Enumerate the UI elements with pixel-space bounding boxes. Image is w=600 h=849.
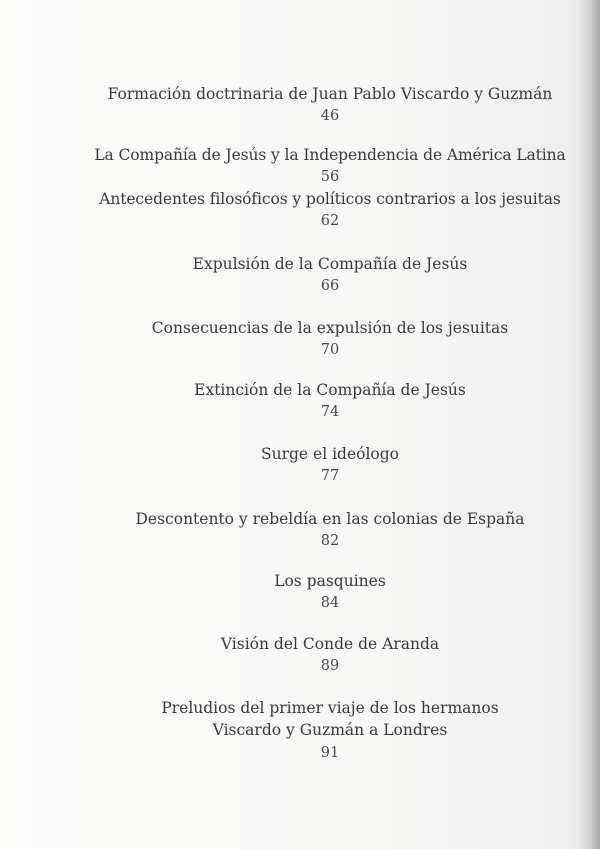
toc-entry	[60, 145, 600, 187]
toc-entry	[60, 571, 600, 613]
toc-entry-title: La Compañía de Jesús y la Independencia de América Latina	[94, 146, 566, 164]
toc-entry	[60, 634, 600, 676]
toc-entry-page: 62	[320, 213, 340, 229]
toc-entry	[60, 509, 600, 551]
toc-entry-title: Expulsión de la Compañía de Jesús	[192, 255, 468, 273]
toc-entry-title: Surge el ideólogo	[260, 445, 400, 463]
toc-entry-title: Visión del Conde de Aranda	[220, 635, 440, 653]
toc-entry-page: 46	[320, 108, 340, 124]
toc-entry-page: 66	[320, 278, 340, 294]
toc-entry	[60, 84, 600, 126]
toc-entry-title: Formación doctrinaria de Juan Pablo Viscardo y Guzmán	[107, 85, 553, 103]
toc-entry-title: Consecuencias de la expulsión de los jesuitas	[151, 319, 509, 337]
toc-entry	[60, 189, 600, 231]
toc-entry-page: 77	[320, 468, 340, 484]
toc-entry-page: 70	[320, 342, 340, 358]
toc-entry-title: Extinción de la Compañía de Jesús	[194, 381, 466, 399]
toc-entry-title: Antecedentes filosóficos y políticos contrarios a los jesuitas	[99, 190, 561, 208]
toc-entry-page: 84	[320, 595, 340, 611]
toc-entry-page: 89	[320, 658, 340, 674]
toc-entry-title-line: Preludios del primer viaje de los hermanos	[161, 699, 499, 717]
toc-entry-page: 74	[320, 404, 340, 420]
toc-entry-page: 56	[320, 169, 340, 185]
toc-entry-title: Descontento y rebeldía en las colonias de España	[135, 510, 525, 528]
toc-entry	[60, 254, 600, 296]
toc-entry	[60, 697, 600, 763]
toc-entry	[60, 318, 600, 360]
toc-entry-title: Los pasquines	[274, 572, 386, 590]
toc-entry	[60, 380, 600, 422]
toc-entry-title-line: Viscardo y Guzmán a Londres	[212, 721, 448, 739]
toc-entry-page: 91	[320, 745, 340, 761]
toc-entry	[60, 444, 600, 486]
toc-entry-page: 82	[320, 533, 340, 549]
